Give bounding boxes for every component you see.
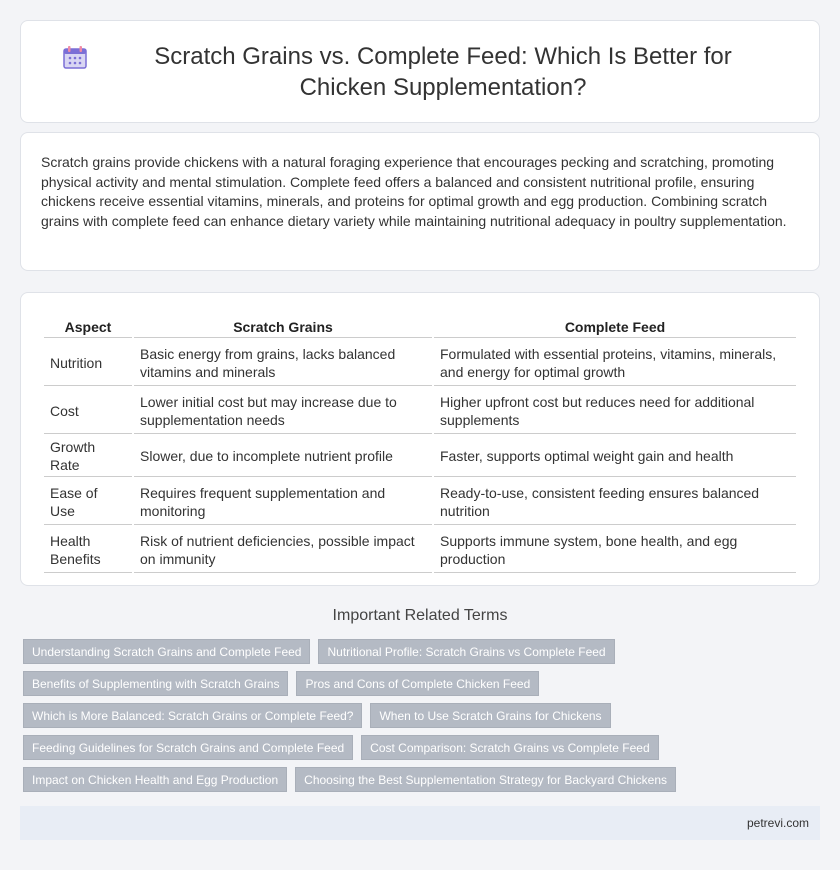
table-cell-aspect: Ease of Use <box>44 479 132 525</box>
related-term-tag[interactable]: Pros and Cons of Complete Chicken Feed <box>296 671 539 696</box>
table-cell-aspect: Health Benefits <box>44 527 132 573</box>
column-header-scratch-grains: Scratch Grains <box>134 315 432 338</box>
related-term-tag[interactable]: Feeding Guidelines for Scratch Grains and Complete Feed <box>23 735 353 760</box>
related-term-tag[interactable]: Choosing the Best Supplementation Strategy for Backyard Chickens <box>295 767 676 792</box>
related-term-tag[interactable]: Cost Comparison: Scratch Grains vs Complete Feed <box>361 735 658 760</box>
related-terms-list <box>23 639 803 799</box>
related-term-tag[interactable]: Benefits of Supplementing with Scratch Grains <box>23 671 288 696</box>
tag-row <box>23 671 803 696</box>
related-term-tag[interactable]: Nutritional Profile: Scratch Grains vs Complete Feed <box>318 639 614 664</box>
tag-row <box>23 735 803 760</box>
column-header-aspect: Aspect <box>44 315 132 338</box>
tag-row <box>23 767 803 792</box>
table-row <box>44 340 796 386</box>
table-cell-complete-feed: Higher upfront cost but reduces need for additional supplements <box>434 388 796 434</box>
table-cell-aspect: Growth Rate <box>44 436 132 477</box>
footer <box>20 806 820 840</box>
table-row <box>44 479 796 525</box>
table-row <box>44 436 796 477</box>
title-wrap <box>62 41 778 103</box>
table-cell-complete-feed: Formulated with essential proteins, vitamins, minerals, and energy for optimal growth <box>434 340 796 386</box>
tag-row <box>23 639 803 664</box>
table-cell-scratch-grains: Requires frequent supplementation and monitoring <box>134 479 432 525</box>
related-term-tag[interactable]: Understanding Scratch Grains and Complete Feed <box>23 639 310 664</box>
tag-row <box>23 703 803 728</box>
related-terms-heading: Important Related Terms <box>332 607 508 624</box>
table-cell-complete-feed: Supports immune system, bone health, and egg production <box>434 527 796 573</box>
related-term-tag[interactable]: Which is More Balanced: Scratch Grains or Complete Feed? <box>23 703 362 728</box>
table-cell-scratch-grains: Lower initial cost but may increase due to supplementation needs <box>134 388 432 434</box>
document-icon <box>62 44 88 70</box>
related-term-tag[interactable]: Impact on Chicken Health and Egg Production <box>23 767 287 792</box>
comparison-table-card <box>20 292 820 586</box>
page-title: Scratch Grains vs. Complete Feed: Which Is Better for Chicken Supplementation? <box>154 42 732 101</box>
table-cell-complete-feed: Faster, supports optimal weight gain and health <box>434 436 796 477</box>
table-cell-aspect: Nutrition <box>44 340 132 386</box>
footer-site-link[interactable]: petrevi.com <box>746 816 809 830</box>
table-cell-scratch-grains: Slower, due to incomplete nutrient profile <box>134 436 432 477</box>
table-cell-scratch-grains: Basic energy from grains, lacks balanced vitamins and minerals <box>134 340 432 386</box>
table-row <box>44 388 796 434</box>
table-cell-complete-feed: Ready-to-use, consistent feeding ensures balanced nutrition <box>434 479 796 525</box>
title-card <box>20 20 820 123</box>
related-term-tag[interactable]: When to Use Scratch Grains for Chickens <box>370 703 610 728</box>
comparison-table <box>42 313 798 575</box>
column-header-complete-feed: Complete Feed <box>434 315 796 338</box>
intro-paragraph: Scratch grains provide chickens with a natural foraging experience that encourages pecking and scratching, promoting physical activity and mental stimulation. Complete feed offers a balanced and consistent nutritional profile, ensuring chickens receive essential vitamins, minerals, and proteins for optimal growth and egg production. Combining scratch grains with complete feed can enhance dietary variety while maintaining nutritional adequacy in poultry supplementation. <box>41 154 787 229</box>
table-row <box>44 527 796 573</box>
table-header-row <box>44 315 796 338</box>
table-cell-aspect: Cost <box>44 388 132 434</box>
table-cell-scratch-grains: Risk of nutrient deficiencies, possible impact on immunity <box>134 527 432 573</box>
intro-card <box>20 132 820 271</box>
